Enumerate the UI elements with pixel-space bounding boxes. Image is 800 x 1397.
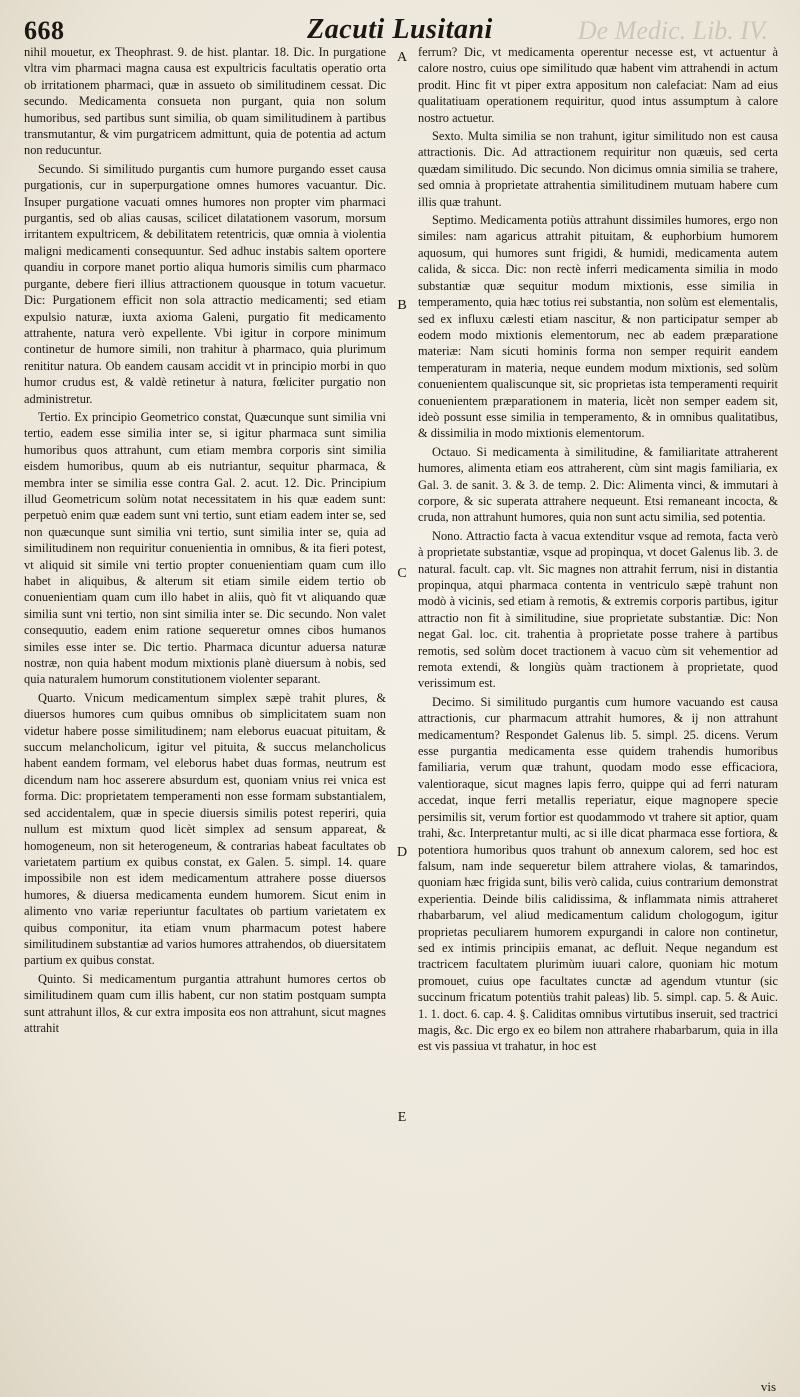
margin-letter-d: D — [396, 845, 408, 860]
margin-letter-c: C — [397, 566, 407, 581]
margin-letter-a: A — [396, 50, 408, 65]
paragraph: Quarto. Vnicum medicamentum simplex sæpè trahit plures, & diuersos humores cum quibus omnibus ob simplicitatem suam non videtur habere posse similitudinem; nam eleborus euacuat pituitam, & succum melancholicum, igitur vel pituita, & succus melancholicus habent eandem formam, vel eleborus habet duas formas, neutrum est dicendum nam hoc asserere absurdum est, quoniam vnius rei vnica est forma. Dic: proprietatem temperamenti non esse formam substantialem, sed accidentalem, quæ in specie diuersis similis potest reperiri, quia nullum est mixtum quod licèt simplex ad sensum appareat, & homogeneum, non sit heterogeneum, & contrarias habeat facultates ob varietatem partium ex quibus constat, ex Galen. 5. simpl. 14. quare impossibile non est idem medicamentum attrahere posse diuersos humores, & diuersa medicamenta eundem humorem. Sicut enim in alimento vno variæ reperiuntur facultates ob partium varietatem ex quibus componitur, ita etiam vnum pharmacum potest habere similitudinem substantiæ ad varios humores attrahendos, ob diuersitatem partium ex quibus constat. — [24, 690, 386, 968]
paragraph: Secundo. Si similitudo purgantis cum humore purgando esset causa purgationis, cur in superpurgatione omnes humores vacuantur. Dic. Insuper purgatione vacuati omnes humores non propter vim pharmaci purgantis, sed ob alias causas, scilicet dilatationem vasorum, morsum irritantem expultricem, & debilitatem retentricis, quæ omnia à violentia maligni medicamenti consequuntur. Sed adhuc instabis saltem oportere quandiu in corpore manet portio aliqua humoris similis cum pharmaco purgante, debere fieri illius attractionem quousque in totum vacuetur. Dic: Purgationem efficit non sola attractio medicamenti; sed etiam expulsio naturæ, iuxta axioma Galeni, purgatio fit medicamento attrahente, natura verò expellente. Vbi igitur in corpore minimum continetur de humore simili, non trahitur à pharmaco, quia plurimum renititur natura. Ob eandem causam accidit vt in principio morbi in quo humor crudus est, & valdè retinetur à natura, fœliciter purgatio non administretur. — [24, 161, 386, 406]
paragraph: Decimo. Si similitudo purgantis cum humore vacuando est causa attractionis, cur pharmacum attrahit humores, & ij non attrahunt medicamentum? Respondet Galenus lib. 5. simpl. 25. dicens. Verum esse purgantia medicamenta esse quidem trahendis humoribus familiaria, verum quæ trahunt, quodam modo esse efficaciora, valentioraque, sicut magnes lapis ferro, quippe qui ad ferri naturam accedat, inque ferri metallis reperiatur, eique magnopere specie persimilis sit, verum fortior est quodammodo vt trahere sit aptior, quam trahi, &c. Interpretantur multi, ac si ille dicat pharmaca esse fortiora, & potentiora humoribus quos trahunt ob annexum calorem, sed hoc est falsum, nam inde sequeretur bilem attrahere violas, & tamarindos, quoniam hæc frigida sunt, bilis verò calida, cuius contrarium demonstrat experientia. Deinde bilis calidissima, & inflammata nimis attraheret rhabarbarum, vel aliud medicamentum calidum chologogum, igitur proprietas peculiarem humorem expurgandi in calore non continetur, sed ex intimis principiis emanat, ac defluit. Neque negandum est tractricem facultatem plurimùm iuuari calore, quoniam hic motum promouet, cuius ope facultates cunctæ ad agendum vtuntur (sic succinum fricatum potentiùs trahit paleas) lib. 5. simpl. cap. 5. & Auic. 1. 1. doct. 6. cap. 4. §. Caliditas omnibus virtutibus inseruit, sed tractrici magis, &c. Dic ergo ex eo bilem non attrahere rhabarbarum, quia in illa est vis passiua vt trahatur, in hoc est — [418, 694, 778, 1054]
margin-letter-e: E — [397, 1110, 407, 1125]
paragraph: Octauo. Si medicamenta à similitudine, & familiaritate attraherent humores, alimenta etiam eos attraherent, cùm sint magis familiaria, ex Gal. 3. de sanit. 3. & 3. de temp. 2. Dic: Alimenta vinci, & immutari à corpore, & sic superata attrahere nequeunt. Etsi remaneant incocta, & cruda, non attrahunt humores, quia non sunt actu similia, sed potentia. — [418, 444, 778, 525]
paragraph: ferrum? Dic, vt medicamenta operentur necesse est, vt actuentur à calore nostro, cuius ope similitudo quæ habent vim attrahendi in actum prodit. Hinc fit vt piper extra appositum non calefaciat: Nam ad eius qualitatiuam operationem requiritur, quod intus assumptum à calore nostro actuetur. — [418, 45, 778, 125]
paragraph: Septimo. Medicamenta potiùs attrahunt dissimiles humores, ergo non similes: nam agaricus attrahit pituitam, & euphorbium humorem aquosum, qui humores sunt frigidi, & humidi, medicamenta autem calida, & sicca. Dic: non rectè inferri medicamenta similia in modo substantiæ quæ sequitur modum mixtionis, esse similia in temperamento, quia hæc totius rei substantia, non solùm est elementalis, sed ex influxu cælesti etiam nascitur, & non participatur semper ab eodem modo mixtionis elementorum, nec ab eadem præparatione materiæ: Nam sicuti hominis forma non semper requirit eandem temperaturam in materia, neque eundem modum mixtionis, sed solùm conuenientem qualiscunque sit, sic proprietas ista temperamenti requirit conuenientem præparationem in materia, licèt non semper eadem sit, ideò possunt esse similia in temperamento, & in omnibus qualitatibus, & dissimilia in modo mixtionis elementorum. — [418, 213, 778, 441]
left-column — [24, 44, 386, 1038]
paragraph: Tertio. Ex principio Geometrico constat, Quæcunque sunt similia vni tertio, eadem esse similia inter se, si igitur pharmaca sunt similia humoribus quos attrahunt, cum etiam membra corporis sint similia eisdem humoribus, quum ab eis nutriantur, sequitur pharmaca, & membra inter se similia esse contra Gal. 2. acut. 12. Dic. Principium illud Geometricum solùm notat necessitatem in his quæ eadem sunt: perpetuò enim quæ eadem sunt vni tertio, sunt etiam eadem inter se, sed non quæcunque sunt similia vni tertio, sunt similia inter se, quia ad similitudinem non requiritur conuenientia in omnibus, & ita fieri potest, vt aliquid sit simile vni tertio propter conuenientiam quam cum illo habet in aliquibus, & alterum sit etiam simile eidem tertio ob conuenientiam quam cum illo habet in aliis, quò fit vt aliquando quæ similia sunt vni tertio, non sint similia inter se. Dic secundo. Non valet consequutio, eadem enim ratione sequeretur omnes cibos humanos similes esse inter se. Dic tertio. Pharmaca dicuntur aduersa naturæ nostræ, non quia habent modum mixtionis planè diuersum à nobis, sed quia naturalem humorum constitutionem violenter separant. — [24, 409, 386, 687]
paragraph: nihil mouetur, ex Theophrast. 9. de hist. plantar. 18. Dic. In purgatione vltra vim pharmaci magna causa est expultricis facultatis operatio orta ob irritationem pharmaci, quæ in assueto ob similitudinem cessat. Dic secundo. Medicamenta consueta non purgant, quia non solum humoribus, sed partibus sunt similia, ob quam similitudinem à partibus transmutantur, & vim purgatricem admittunt, quia de potentia ad actum non reducuntur. — [24, 45, 386, 158]
bleed-through-text: De Medic. Lib. IV. — [577, 16, 768, 45]
paragraph: Quinto. Si medicamentum purgantia attrahunt humores certos ob similitudinem quam cum illis habent, cur non statim postquam sumpta sunt attrahunt illos, & cur extra imposita eos non attrahunt, sicut magnes attrahit — [24, 971, 386, 1035]
paragraph: Sexto. Multa similia se non trahunt, igitur similitudo non est causa attractionis. Dic. Ad attractionem requiritur non quæuis, sed certa quædam similitudo. Dic secundo. Non dicimus omnia similia se trahere, sed omnia à proprietate attrahentia similitudinem mutuam habere cum illis quæ trahunt. — [418, 129, 778, 209]
catchword: vis — [760, 1379, 776, 1394]
right-column — [418, 44, 778, 1057]
margin-letter-b: B — [397, 298, 407, 313]
paragraph: Nono. Attractio facta à vacua extenditur vsque ad remota, facta verò à proprietate substantiæ, vsque ad propinqua, vt docet Galenus lib. 3. de natural. facult. cap. vlt. Sic magnes non attrahit ferrum, nisi in distantia propinqua, atqui pharmaca contenta in ventriculo sæpè trahunt non modò à vicinis, sed etiam à remotis, & extremis corporis partibus, igitur attractio non fit à similitudine, siue proprietate substantiæ. Dic: Non negat Gal. loc. cit. trahentia à proprietate posse trahere à partibus remotis, sed solùm docet tractionem à vacuo cùm sit vehementior ad remota extendi, & longiùs quàm tractionem à proprietate, quod verissimum est. — [418, 528, 778, 691]
page-number: 668 — [24, 16, 65, 45]
running-title: Zacuti Lusitani — [307, 14, 493, 45]
